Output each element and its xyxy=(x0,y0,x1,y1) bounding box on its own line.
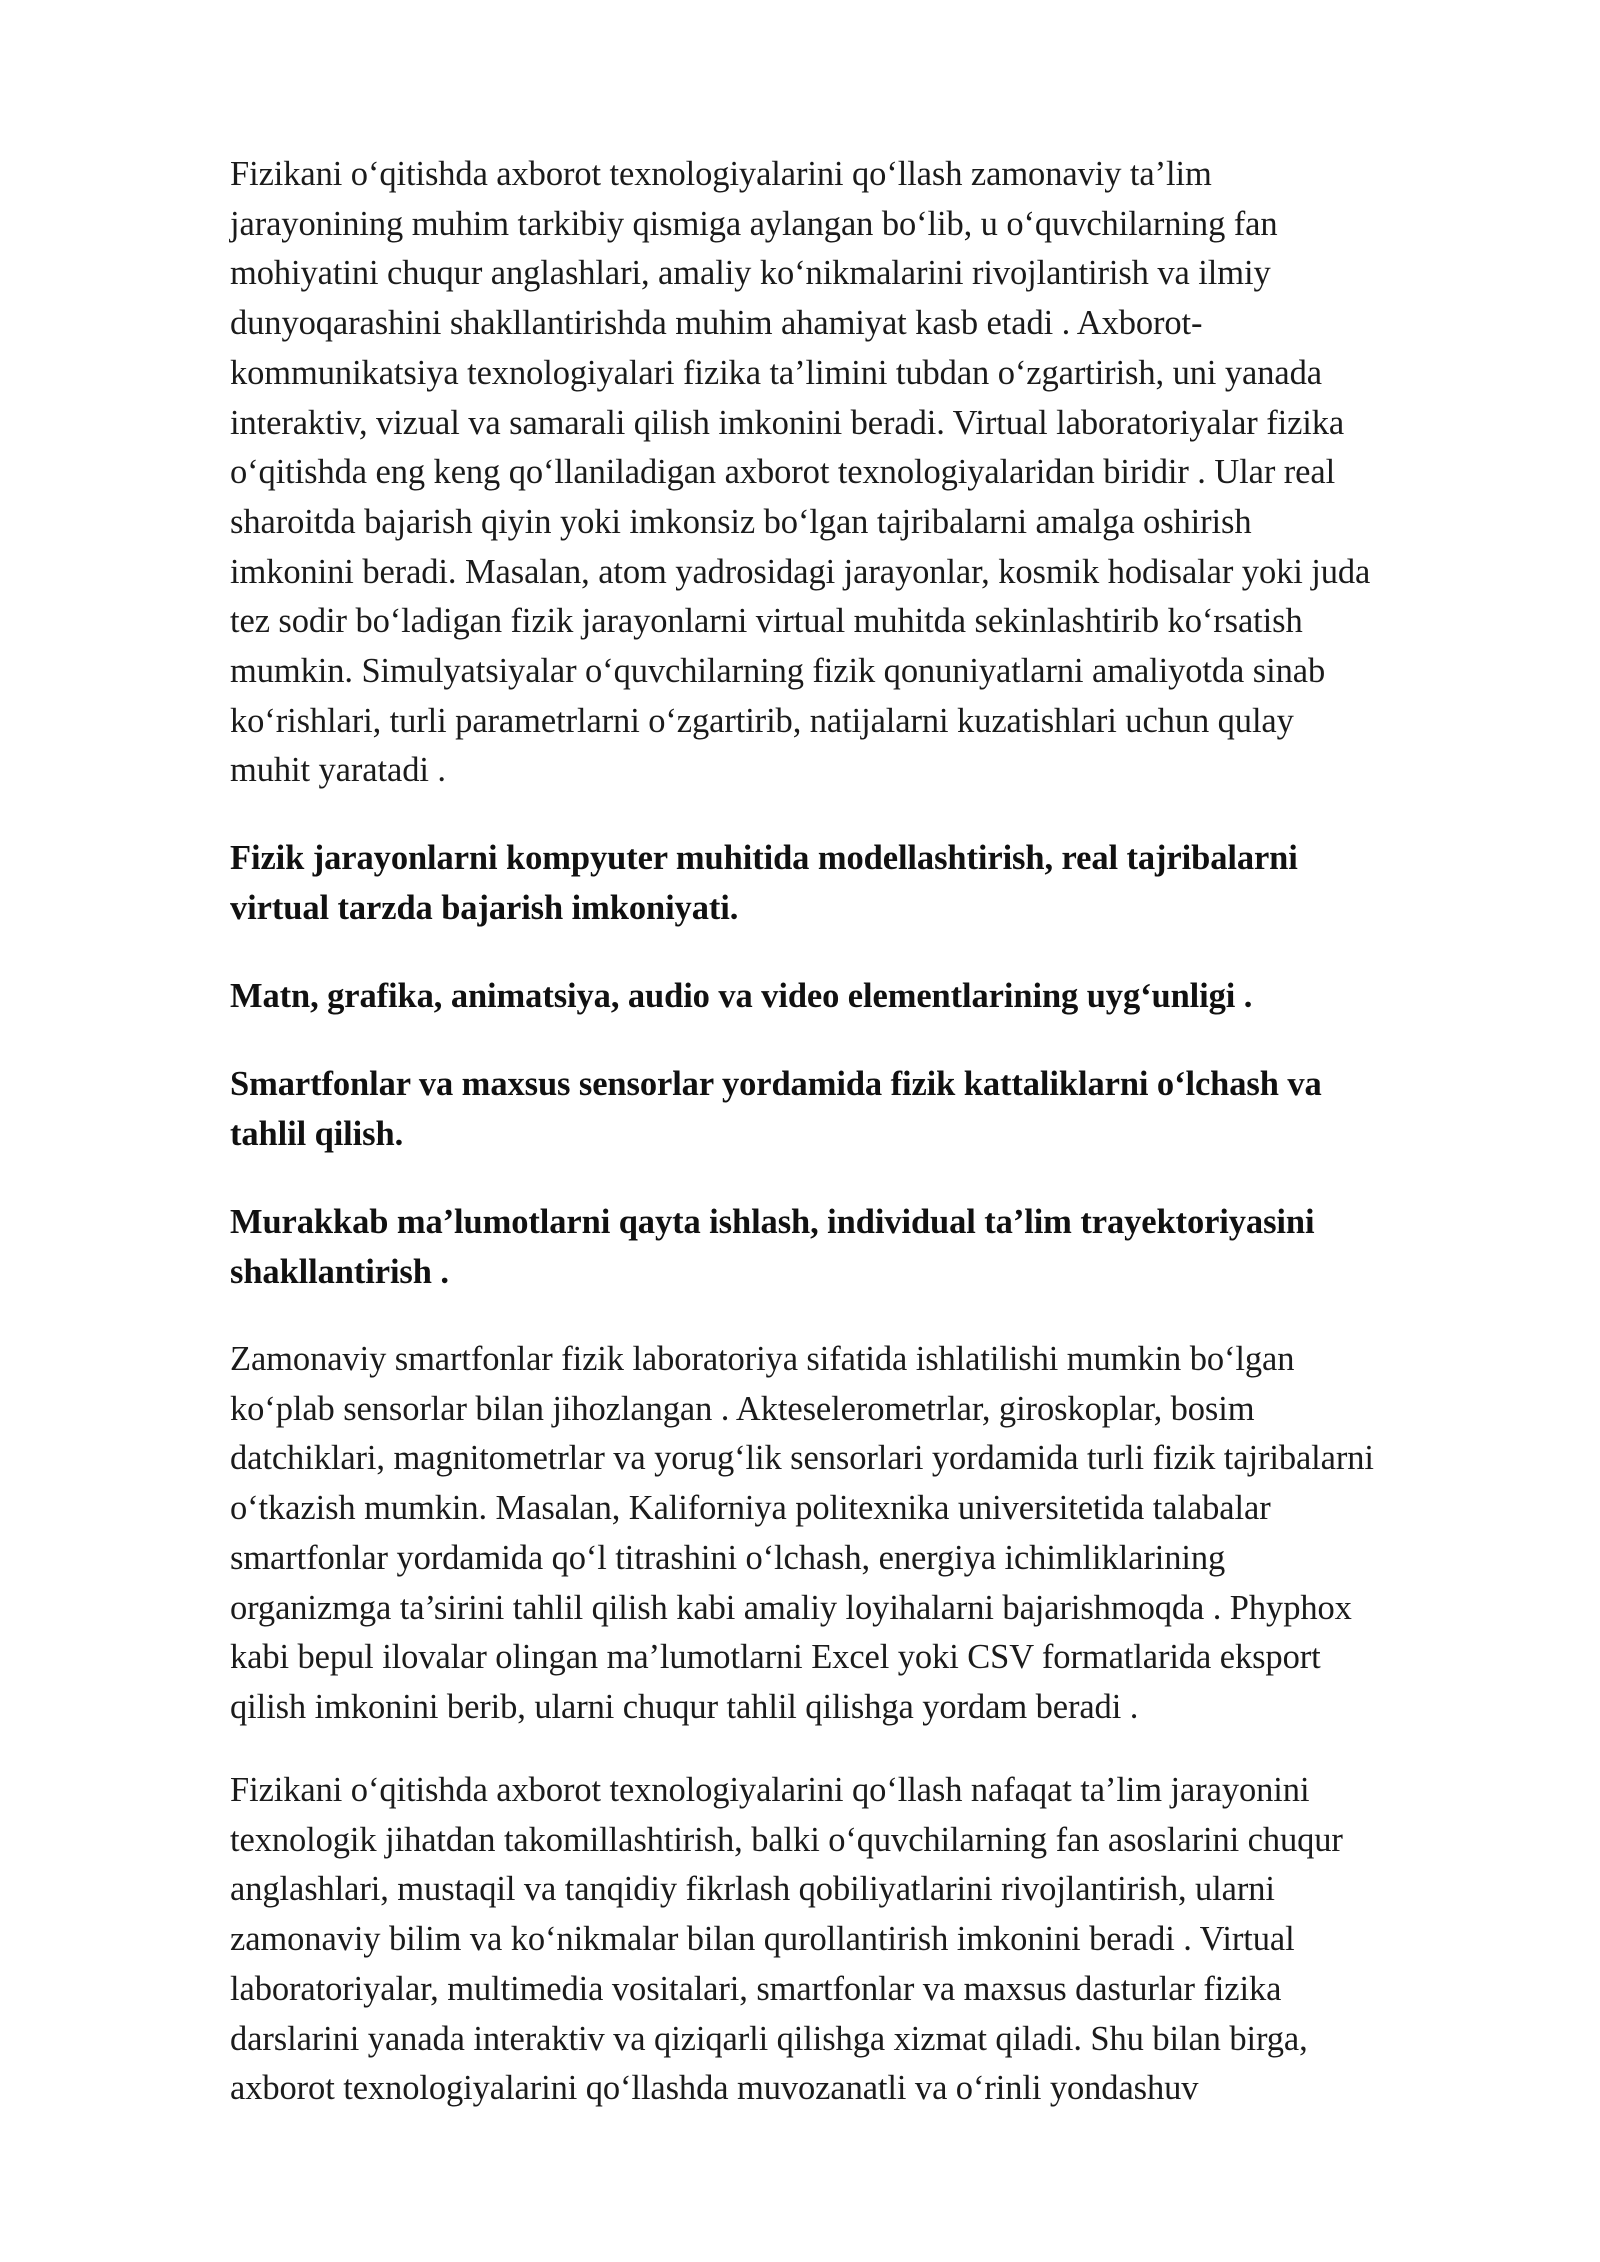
text-line: mumkin. Simulyatsiyalar o‘quvchilarning fizik qonuniyatlarni amaliyotda sinab xyxy=(230,652,1326,691)
heading-line: Fizik jarayonlarni kompyuter muhitida modellashtirish, real tajribalarni xyxy=(230,839,1298,877)
text-line: interaktiv, vizual va samarali qilish imkonini beradi. Virtual laboratoriyalar fizika xyxy=(230,403,1345,442)
bold-heading-data-processing xyxy=(230,1198,1500,1297)
paragraph-smartphones xyxy=(230,1335,1500,1733)
text-line: kommunikatsiya texnologiyalari fizika ta’limini tubdan o‘zgartirish, uni yanada xyxy=(230,353,1322,392)
bold-heading-sensors xyxy=(230,1060,1500,1159)
text-line: dunyoqarashini shakllantirishda muhim ahamiyat kasb etadi . Axborot- xyxy=(230,304,1203,343)
bold-heading-modelling xyxy=(230,834,1500,933)
paragraph-intro xyxy=(230,150,1500,796)
text-line: organizmga ta’sirini tahlil qilish kabi amaliy loyihalarni bajarishmoqda . Phyphox xyxy=(230,1588,1352,1627)
text-line: smartfonlar yordamida qo‘l titrashini o‘lchash, energiya ichimliklarining xyxy=(230,1538,1226,1577)
heading-line: Matn, grafika, animatsiya, audio va video elementlarining uyg‘unligi . xyxy=(230,977,1253,1015)
text-line: texnologik jihatdan takomillashtirish, balki o‘quvchilarning fan asoslarini chuqur xyxy=(230,1820,1343,1859)
bold-heading-multimedia xyxy=(230,972,1500,1022)
heading-line: Murakkab ma’lumotlarni qayta ishlash, individual ta’lim trayektoriyasini xyxy=(230,1203,1315,1241)
text-line: jarayonining muhim tarkibiy qismiga aylangan bo‘lib, u o‘quvchilarning fan xyxy=(230,204,1278,243)
heading-line: shakllantirish . xyxy=(230,1252,449,1291)
text-line: kabi bepul ilovalar olingan ma’lumotlarni Excel yoki CSV formatlarida eksport xyxy=(230,1638,1321,1677)
text-line: tez sodir bo‘ladigan fizik jarayonlarni virtual muhitda sekinlashtirib ko‘rsatish xyxy=(230,602,1303,641)
text-line: o‘tkazish mumkin. Masalan, Kaliforniya politexnika universitetida talabalar xyxy=(230,1489,1271,1528)
text-line: zamonaviy bilim va ko‘nikmalar bilan qurollantirish imkonini beradi . Virtual xyxy=(230,1920,1295,1959)
text-line: imkonini beradi. Masalan, atom yadrosidagi jarayonlar, kosmik hodisalar yoki juda xyxy=(230,552,1371,591)
text-line: darslarini yanada interaktiv va qiziqarli qilishga xizmat qiladi. Shu bilan birga, xyxy=(230,2019,1308,2058)
paragraph-conclusion xyxy=(230,1766,1500,2114)
text-line: Fizikani o‘qitishda axborot texnologiyalarini qo‘llash zamonaviy ta’lim xyxy=(230,155,1212,193)
text-line: ko‘plab sensorlar bilan jihozlangan . Akteselerometrlar, giroskoplar, bosim xyxy=(230,1389,1255,1428)
text-line: anglashlari, mustaqil va tanqidiy fikrlash qobiliyatlarini rivojlantirish, ularni xyxy=(230,1870,1275,1909)
heading-line: virtual tarzda bajarish imkoniyati. xyxy=(230,888,739,927)
text-line: sharoitda bajarish qiyin yoki imkonsiz bo‘lgan tajribalarni amalga oshirish xyxy=(230,502,1252,541)
text-line: muhit yaratadi . xyxy=(230,751,446,790)
text-line: mohiyatini chuqur anglashlari, amaliy ko‘nikmalarini rivojlantirish va ilmiy xyxy=(230,254,1271,293)
text-line: Fizikani o‘qitishda axborot texnologiyalarini qo‘llash nafaqat ta’lim jarayonini xyxy=(230,1771,1310,1809)
text-line: o‘qitishda eng keng qo‘llaniladigan axborot texnologiyalaridan biridir . Ular real xyxy=(230,453,1336,492)
heading-line: Smartfonlar va maxsus sensorlar yordamida fizik kattaliklarni o‘lchash va xyxy=(230,1065,1322,1103)
text-line: datchiklari, magnitometrlar va yorug‘lik sensorlari yordamida turli fizik tajribalarni xyxy=(230,1439,1374,1478)
text-line: Zamonaviy smartfonlar fizik laboratoriya sifatida ishlatilishi mumkin bo‘lgan xyxy=(230,1340,1295,1378)
text-line: qilish imkonini berib, ularni chuqur tahlil qilishga yordam beradi . xyxy=(230,1687,1139,1726)
text-line: laboratoriyalar, multimedia vositalari, smartfonlar va maxsus dasturlar fizika xyxy=(230,1969,1282,2008)
text-line: axborot texnologiyalarini qo‘llashda muvozanatli va o‘rinli yondashuv xyxy=(230,2069,1199,2108)
heading-line: tahlil qilish. xyxy=(230,1114,404,1153)
text-line: ko‘rishlari, turli parametrlarni o‘zgartirib, natijalarni kuzatishlari uchun qulay xyxy=(230,701,1294,740)
